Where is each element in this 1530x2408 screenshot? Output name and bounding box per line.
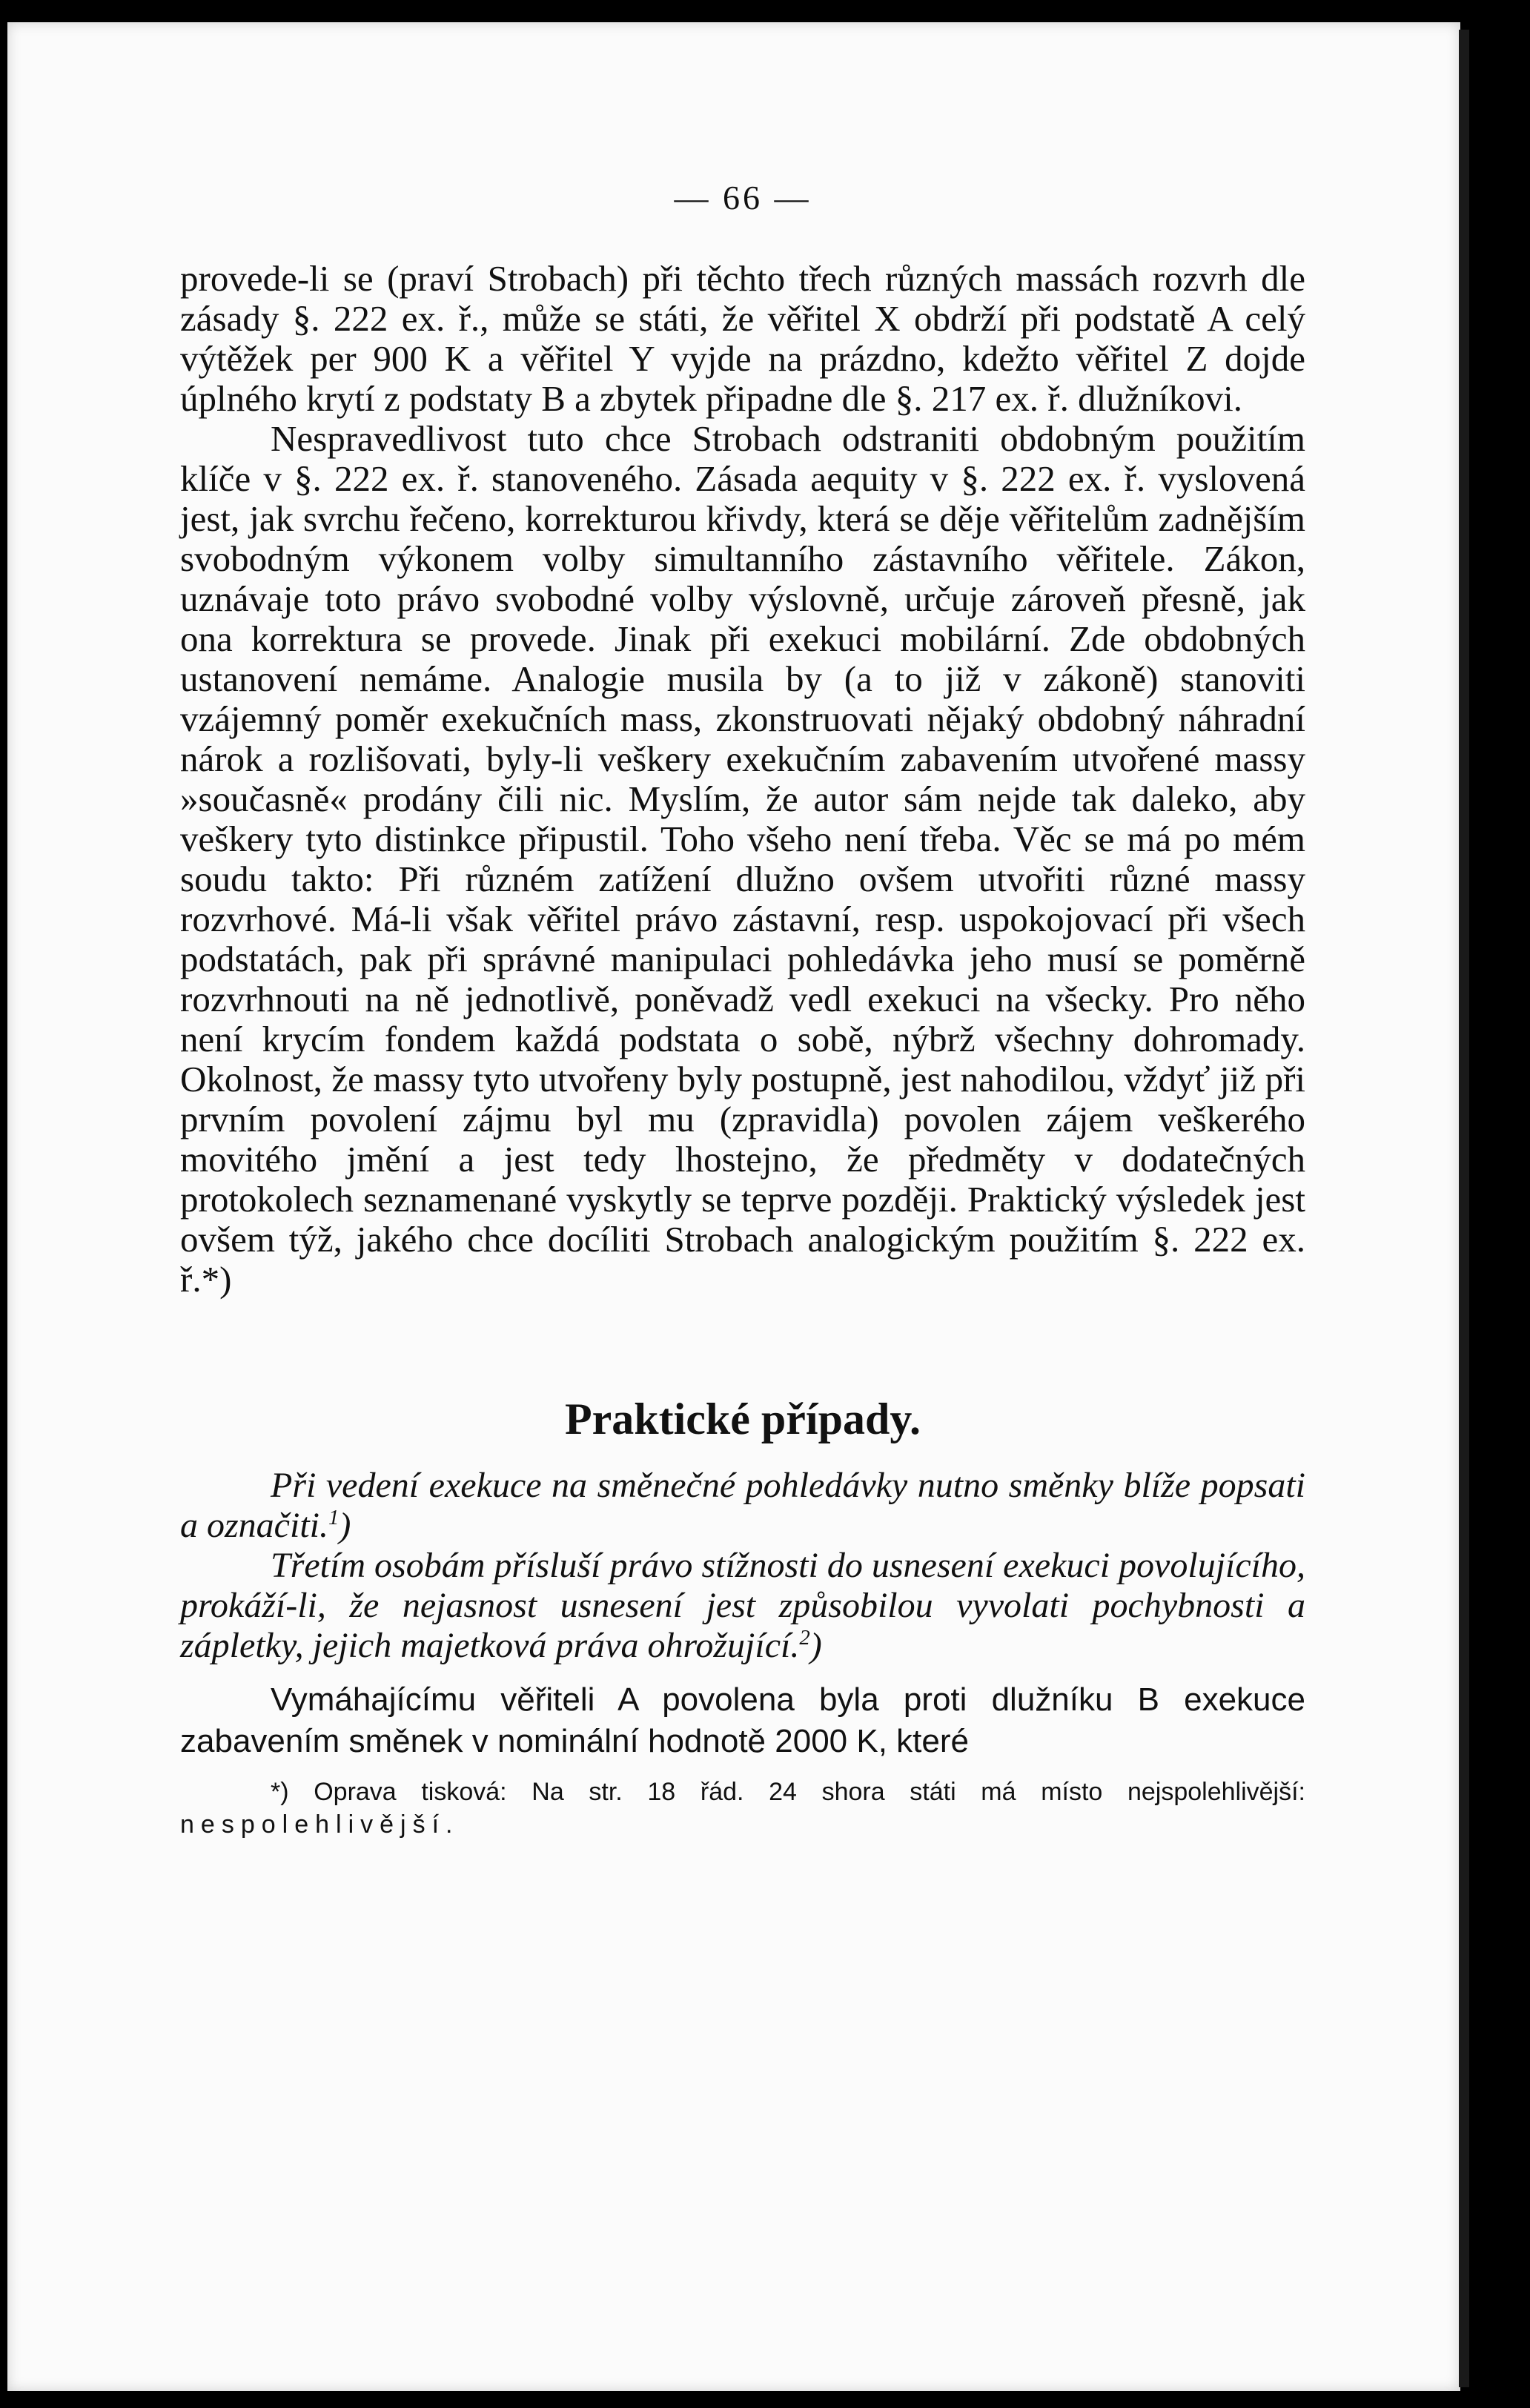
footnote-ref: 1 xyxy=(328,1506,340,1529)
page-content xyxy=(180,178,1305,1841)
footnote xyxy=(180,1776,1305,1841)
body-text xyxy=(180,259,1305,1300)
paragraph: provede-li se (praví Strobach) při těchto třech různých massách rozvrh dle zásady §. 222 ex. ř., může se státi, že věřitel X obdrží při podstatě A celý výtěžek per 900 K a věřitel Y vyjde na prázdno, kdežto věřitel Z dojde úplného krytí z podstaty B a zbytek připadne dle §. 217 ex. ř. dlužníkovi. xyxy=(180,258,1305,419)
paragraph: Nespravedlivost tuto chce Strobach odstraniti obdobným použitím klíče v §. 222 ex. ř. stanoveného. Zásada aequity v §. 222 ex. ř. vyslovená jest, jak svrchu řečeno, korrekturou křivdy, která se děje věřitelům zadnějším svobodným výkonem volby simultanního zástavního věřitele. Zákon, uznávaje toto právo svobodné volby výslovně, určuje zároveň přesně, jak ona korrektura se provede. Jinak při exekuci mobilární. Zde obdobných ustanovení nemáme. Analogie musila by (a to již v zákoně) stanoviti vzájemný poměr exekučních mass, zkonstruovati nějaký obdobný náhradní nárok a rozlišovati, byly-li veškery exekučním zabavením utvořené massy »současně« prodány čili nic. Myslím, že autor sám nejde tak daleko, aby veškery tyto distinkce připustil. Toho všeho není třeba. Věc se má po mém soudu takto: Při různém zatížení dlužno ovšem utvořiti různé massy rozvrhové. Má-li však věřitel právo zástavní, resp. uspokojovací při všech podstatách, pak při správné manipulaci pohledávka jeho musí se poměrně rozvrhnouti na ně jednotlivě, poněvadž vedl exekuci na všecky. Pro něho není krycím fondem každá podstata o sobě, nýbrž všechny dohromady. Okolnost, že massy tyto utvořeny byly postupně, jest nahodilou, vždyť již při prvním povolení zájmu byl mu (zpravidla) povolen zájem veškerého movitého jmění a jest tedy lhostejno, že předměty v dodatečných protokolech seznamenané vyskytly se teprve později. Praktický výsledek jest ovšem týž, jakého chce docíliti Strobach analogickým použitím §. 222 ex. ř.*) xyxy=(180,418,1305,1300)
section-heading: Praktické případy. xyxy=(564,1395,921,1443)
book-edge xyxy=(1459,30,1469,2387)
headnote: Při vedení exekuce na směnečné pohledávky nutno směnky blíže popsati a označiti.$^1$) xyxy=(180,1466,1305,1545)
case-text: Vymáhajícímu věřiteli A povolena byla proti dlužníku B exekuce zabavením směnek v nominální hodnotě 2000 K, které xyxy=(180,1681,1305,1759)
headnote-text: Při vedení exekuce na směnečné pohledávky nutno směnky blíže popsati a označiti. xyxy=(180,1466,1305,1545)
footnote-spaced-word: nespolehlivější. xyxy=(180,1810,460,1839)
footnote-text: *) Oprava tisková: Na str. 18 řád. 24 shora státi má místo nejspolehlivější: xyxy=(271,1778,1305,1806)
headnote-text: Třetím osobám přísluší právo stížnosti do usnesení exekuci povolujícího, prokáží-li, že nejasnost usnesení jest způsobilou vyvolati pochybnosti a zápletky, jejich majetková práva ohrožující. xyxy=(180,1546,1305,1665)
footnote-ref: 2 xyxy=(799,1626,810,1650)
page-number: — 66 — xyxy=(674,179,812,216)
headnote: Třetím osobám přísluší právo stížnosti do usnesení exekuci povolujícího, prokáží-li, že nejasnost usnesení jest způsobilou vyvolati pochybnosti a zápletky, jejich majetková práva ohrožující.$^2$) xyxy=(180,1546,1305,1665)
